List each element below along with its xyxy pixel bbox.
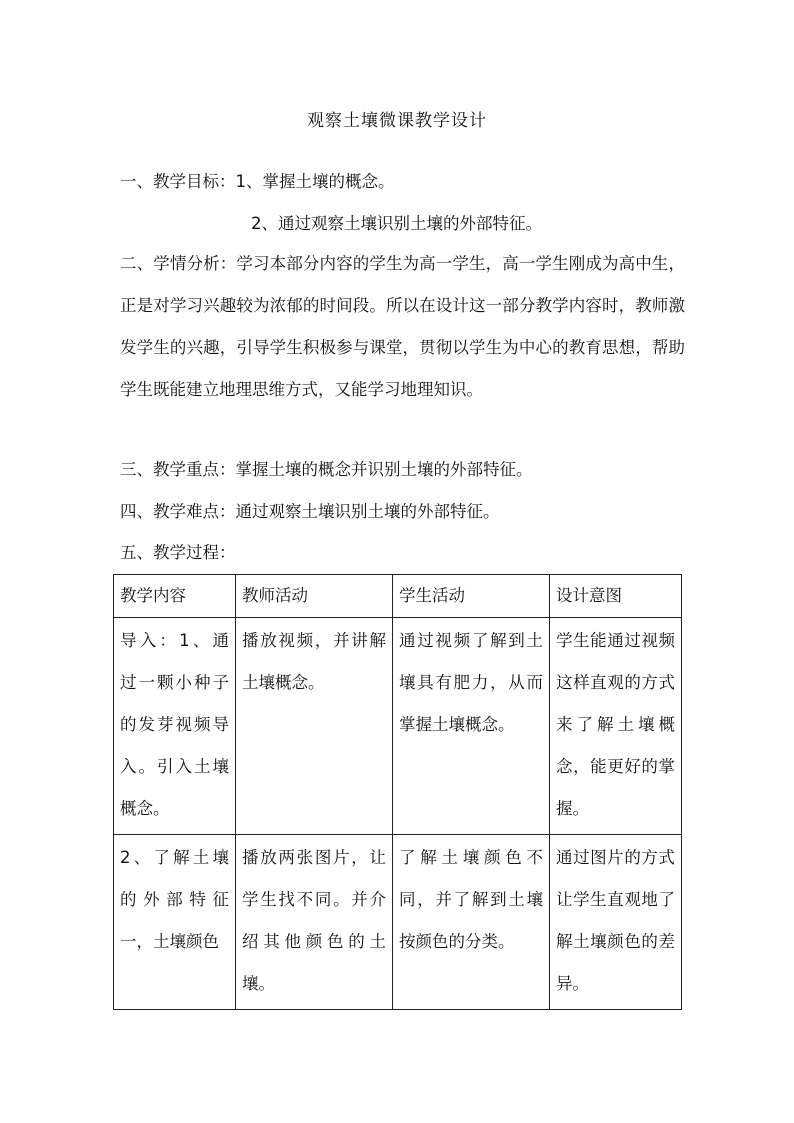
table-cell: 通过视频了解到土壤具有肥力，从而掌握土壤概念。: [393, 618, 550, 835]
table-cell: 播放两张图片，让学生找不同。并介绍其他颜色的土壤。: [236, 835, 393, 1010]
table-row: [114, 618, 682, 835]
key-point-line: 三、教学重点：掌握土壤的概念并识别土壤的外部特征。: [120, 460, 533, 479]
document-title: 观察土壤微课教学设计: [307, 111, 487, 131]
objective-1: 1、掌握土壤的概念。: [235, 172, 395, 191]
table-cell: 通过图片的方式让学生直观地了解土壤颜色的差异。: [550, 835, 682, 1010]
table-header-row: [114, 575, 682, 618]
header-cell-teacher: 教师活动: [236, 575, 393, 618]
table-cell: 了解土壤颜色不同，并了解到土壤按颜色的分类。: [393, 835, 550, 1010]
header-cell-intent: 设计意图: [550, 575, 682, 618]
table-cell: 播放视频，并讲解土壤概念。: [236, 618, 393, 835]
table-row: [114, 835, 682, 1010]
header-cell-content: 教学内容: [114, 575, 236, 618]
objective-2: 2、通过观察土壤识别土壤的外部特征。: [251, 214, 542, 233]
objectives-line: [120, 170, 395, 194]
table-cell: 2、了解土壤的外部特征一，土壤颜色: [114, 835, 236, 1010]
table-cell: 导入：1、通过一颗小种子的发芽视频导入。引入土壤概念。: [114, 618, 236, 835]
header-cell-student: 学生活动: [393, 575, 550, 618]
teaching-process-table: [113, 574, 682, 1010]
objectives-label: 一、教学目标：: [120, 172, 236, 191]
table-cell: 学生能通过视频这样直观的方式来了解土壤概念，能更好的掌握。: [550, 618, 682, 835]
learner-analysis-paragraph: 二、学情分析：学习本部分内容的学生为高一学生，高一学生刚成为高中生，正是对学习兴趣较为浓郁的时间段。所以在设计这一部分教学内容时，教师激发学生的兴趣，引导学生积极参与课堂，贯彻以学生为中心的教育思想，帮助学生既能建立地理思维方式，又能学习地理知识。: [120, 254, 685, 399]
process-label: 五、教学过程：: [120, 543, 236, 562]
difficulty-line: 四、教学难点：通过观察土壤识别土壤的外部特征。: [120, 502, 500, 521]
